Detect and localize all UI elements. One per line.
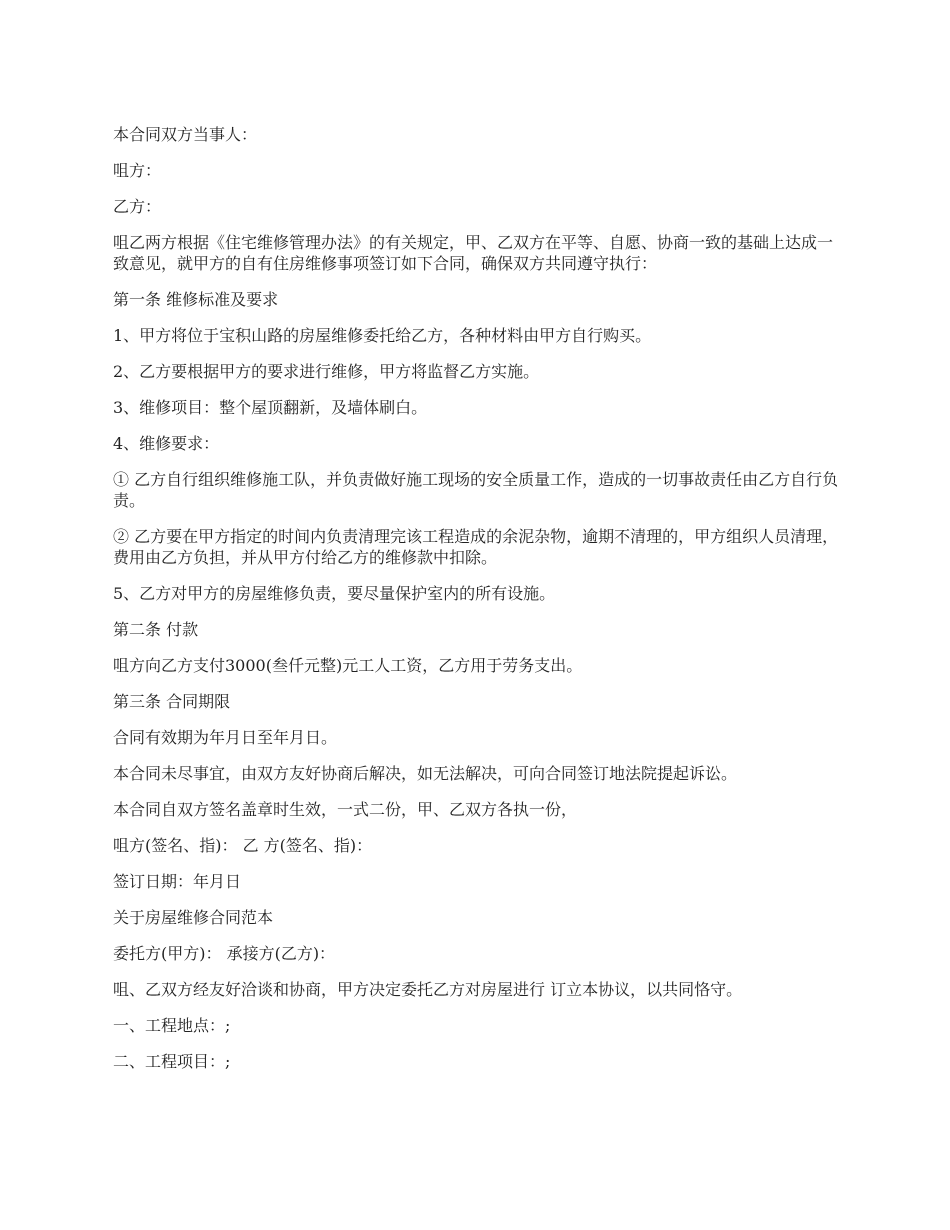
- paragraph-item-3: 3、维修项目：整个屋顶翻新，及墙体刷白。: [113, 398, 428, 417]
- paragraph-validity: 合同有效期为年月日至年月日。: [113, 728, 338, 747]
- paragraph-item-4: 4、维修要求：: [113, 434, 220, 453]
- paragraph-payment: 咀方向乙方支付3000(叁仟元整)元工人工资，乙方用于劳务支出。: [113, 656, 583, 675]
- paragraph-item-2: 2、乙方要根据甲方的要求进行维修，甲方将监督乙方实施。: [113, 362, 540, 381]
- paragraph-second-title: 关于房屋维修合同范本: [113, 908, 274, 927]
- paragraph-item-5: 5、乙方对甲方的房屋维修负责，要尽量保护室内的所有设施。: [113, 584, 556, 603]
- paragraph-party-b: 乙方：: [113, 197, 162, 216]
- paragraph-subitem-1: ① 乙方自行组织维修施工队，并负责做好施工现场的安全质量工作，造成的一切事故责任由乙方自行负责。: [113, 470, 839, 510]
- paragraph-article-1-heading: 第一条 维修标准及要求: [113, 290, 279, 309]
- paragraph-preamble: 咀乙两方根据《住宅维修管理办法》的有关规定，甲、乙双方在平等、自愿、协商一致的基础上达成一致意见，就甲方的自有住房维修事项签订如下合同，确保双方共同遵守执行：: [113, 233, 834, 273]
- paragraph-sign-date: 签订日期：年月日: [113, 872, 242, 891]
- paragraph-subitem-2: ② 乙方要在甲方指定的时间内负责清理完该工程造成的余泥杂物，逾期不清理的，甲方组织人员清理，费用由乙方负担，并从甲方付给乙方的维修款中扣除。: [113, 527, 839, 567]
- paragraph-effective: 本合同自双方签名盖章时生效，一式二份，甲、乙双方各执一份，: [113, 800, 578, 819]
- paragraph-party-a: 咀方：: [113, 161, 162, 180]
- paragraph-article-2-heading: 第二条 付款: [113, 620, 199, 639]
- paragraph-signatures: 咀方(签名、指)： 乙 方(签名、指)：: [113, 836, 373, 855]
- paragraph-article-3-heading: 第三条 合同期限: [113, 692, 231, 711]
- paragraph-project-location: 一、工程地点：;: [113, 1016, 231, 1035]
- document-body: [113, 124, 843, 1087]
- paragraph-disputes: 本合同未尽事宜，由双方友好协商后解决，如无法解决，可向合同签订地法院提起诉讼。: [113, 764, 738, 783]
- paragraph-project-items: 二、工程项目：;: [113, 1052, 231, 1071]
- paragraph-second-parties: 委托方(甲方)： 承接方(乙方)：: [113, 944, 336, 963]
- paragraph-item-1: 1、甲方将位于宝积山路的房屋维修委托给乙方，各种材料由甲方自行购买。: [113, 326, 652, 345]
- paragraph-second-preamble: 咀、乙双方经友好洽谈和协商，甲方决定委托乙方对房屋进行 订立本协议，以共同恪守。: [113, 980, 743, 999]
- paragraph-parties-heading: 本合同双方当事人：: [113, 125, 258, 144]
